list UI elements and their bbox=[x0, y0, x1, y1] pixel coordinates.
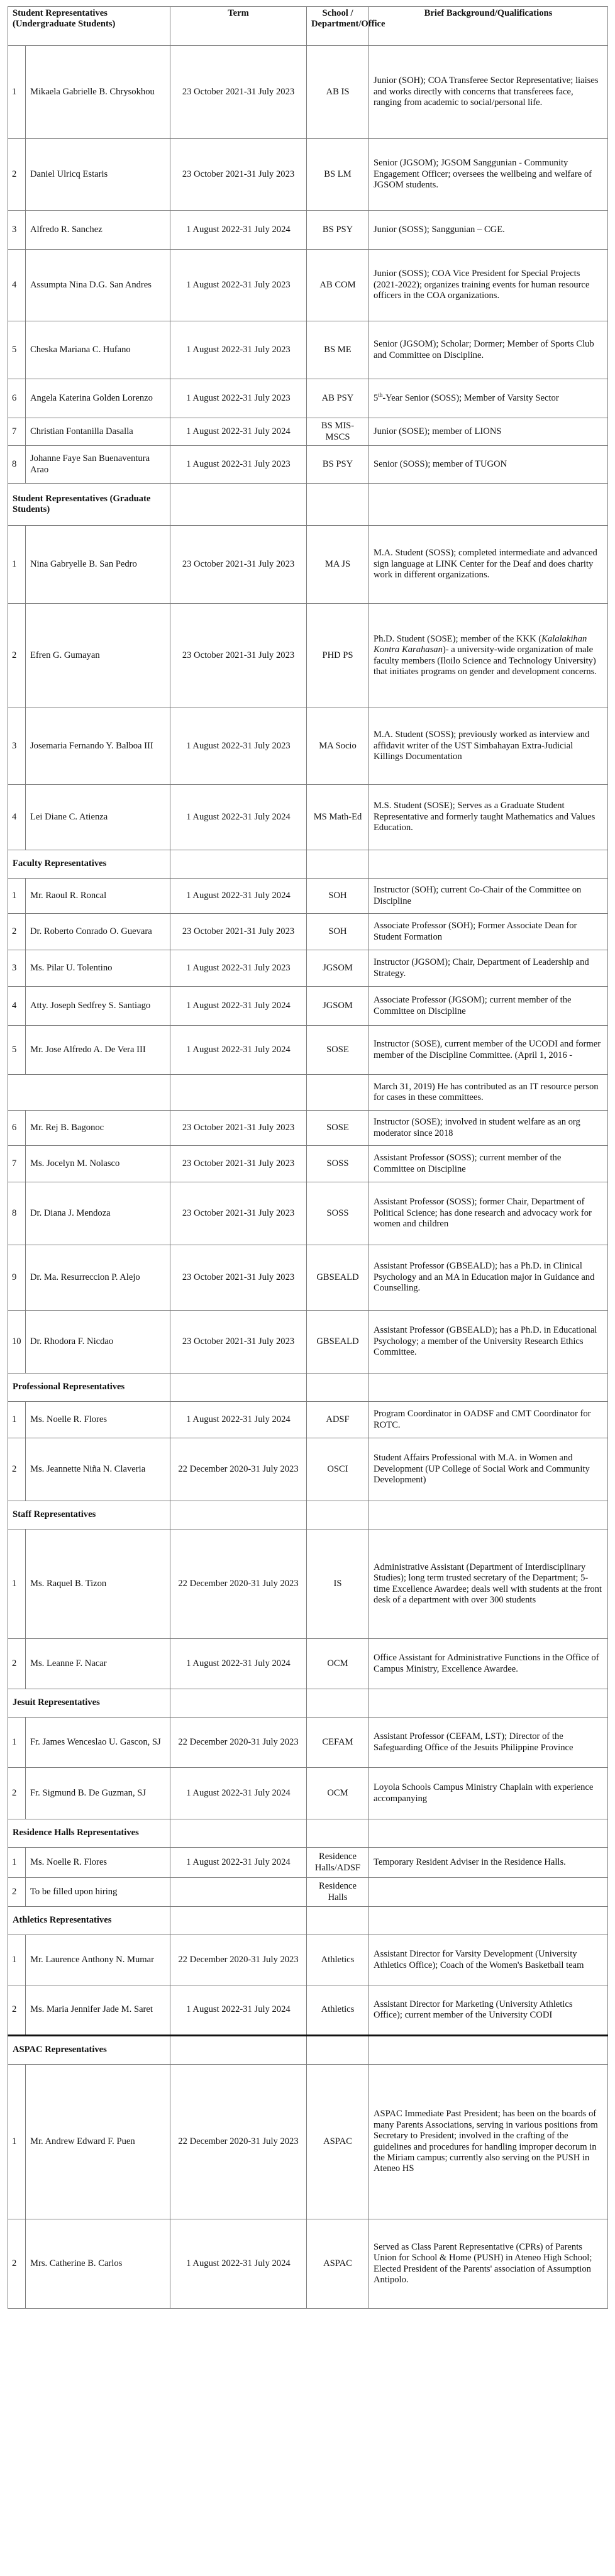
school-office: PHD PS bbox=[307, 604, 369, 708]
table-row bbox=[8, 914, 608, 950]
table-row bbox=[8, 250, 608, 321]
table-header-row bbox=[8, 7, 608, 46]
background-qualifications bbox=[369, 379, 608, 418]
term-dates: 22 December 2020-31 July 2023 bbox=[170, 2065, 307, 2219]
background-qualifications: Served as Class Parent Representative (CPRs) of Parents Union for School & Home (PUSH) in Ateneo High School; Elected President of the Parents' association of Assumption Antipolo. bbox=[369, 2219, 608, 2309]
row-number: 1 bbox=[8, 1718, 26, 1768]
section-header-row bbox=[8, 1501, 608, 1530]
representative-name: Mr. Andrew Edward F. Puen bbox=[26, 2065, 170, 2219]
representative-name: Fr. Sigmund B. De Guzman, SJ bbox=[26, 1768, 170, 1819]
representative-name: Angela Katerina Golden Lorenzo bbox=[26, 379, 170, 418]
representative-name: Mikaela Gabrielle B. Chrysokhou bbox=[26, 46, 170, 139]
table-row bbox=[8, 526, 608, 604]
empty-cell bbox=[369, 1819, 608, 1848]
representative-name: Dr. Rhodora F. Nicdao bbox=[26, 1311, 170, 1374]
empty-cell bbox=[307, 2036, 369, 2065]
header-unit: School / Department/Office bbox=[307, 7, 369, 46]
background-qualifications bbox=[369, 604, 608, 708]
school-office: BS PSY bbox=[307, 446, 369, 484]
table-row bbox=[8, 879, 608, 914]
school-office: BS ME bbox=[307, 321, 369, 379]
section-title: Residence Halls Representatives bbox=[8, 1819, 170, 1848]
background-qualifications: Instructor (SOSE), current member of the UCODI and former member of the Discipline Committee. (April 1, 2016 - bbox=[369, 1026, 608, 1075]
representative-name: Mr. Laurence Anthony N. Mumar bbox=[26, 1935, 170, 1985]
representative-name: Efren G. Gumayan bbox=[26, 604, 170, 708]
representative-name: Mr. Jose Alfredo A. De Vera III bbox=[26, 1026, 170, 1075]
school-office: Athletics bbox=[307, 1935, 369, 1985]
background-qualifications: Assistant Professor (GBSEALD); has a Ph.D. in Clinical Psychology and an MA in Education major in Guidance and Counselling. bbox=[369, 1245, 608, 1311]
table-row bbox=[8, 1182, 608, 1245]
term-dates: 23 October 2021-31 July 2023 bbox=[170, 139, 307, 211]
background-qualifications: Assistant Professor (SOSS); current member of the Committee on Discipline bbox=[369, 1146, 608, 1182]
row-number: 1 bbox=[8, 1402, 26, 1438]
table-row bbox=[8, 211, 608, 250]
continuation-row bbox=[8, 1075, 608, 1111]
representative-name: Dr. Diana J. Mendoza bbox=[26, 1182, 170, 1245]
empty-cell bbox=[170, 2036, 307, 2065]
empty-cell bbox=[170, 1689, 307, 1718]
term-dates: 1 August 2022-31 July 2024 bbox=[170, 987, 307, 1026]
section-header-row bbox=[8, 1689, 608, 1718]
background-qualifications: Junior (SOSS); COA Vice President for Special Projects (2021-2022); organizes training events for human resource officers in the COA organizations. bbox=[369, 250, 608, 321]
term-dates: 1 August 2022-31 July 2023 bbox=[170, 950, 307, 987]
row-number: 1 bbox=[8, 46, 26, 139]
background-qualifications: M.A. Student (SOSS); previously worked as interview and affidavit writer of the UST Simbahayan Extra-Judicial Killings Documentation bbox=[369, 708, 608, 785]
row-number: 8 bbox=[8, 446, 26, 484]
row-number: 5 bbox=[8, 321, 26, 379]
representative-name: Mr. Rej B. Bagonoc bbox=[26, 1111, 170, 1146]
school-office: GBSEALD bbox=[307, 1311, 369, 1374]
term-dates: 1 August 2022-31 July 2024 bbox=[170, 2219, 307, 2309]
row-number: 1 bbox=[8, 2065, 26, 2219]
term-dates: 1 August 2022-31 July 2024 bbox=[170, 1985, 307, 2036]
term-dates: 23 October 2021-31 July 2023 bbox=[170, 526, 307, 604]
row-number: 1 bbox=[8, 526, 26, 604]
empty-cell bbox=[170, 484, 307, 526]
representative-name: Ms. Noelle R. Flores bbox=[26, 1402, 170, 1438]
representative-name: Alfredo R. Sanchez bbox=[26, 211, 170, 250]
table-row bbox=[8, 1146, 608, 1182]
row-number: 1 bbox=[8, 1530, 26, 1639]
empty-cell bbox=[170, 1819, 307, 1848]
representative-name: Ms. Noelle R. Flores bbox=[26, 1848, 170, 1878]
school-office: SOSS bbox=[307, 1146, 369, 1182]
school-office: SOSS bbox=[307, 1182, 369, 1245]
row-number: 2 bbox=[8, 914, 26, 950]
table-row bbox=[8, 1768, 608, 1819]
term-dates: 23 October 2021-31 July 2023 bbox=[170, 46, 307, 139]
background-qualifications: Program Coordinator in OADSF and CMT Coordinator for ROTC. bbox=[369, 1402, 608, 1438]
table-row bbox=[8, 785, 608, 850]
school-office: OCM bbox=[307, 1639, 369, 1689]
empty-cell bbox=[369, 850, 608, 879]
empty-cell bbox=[307, 1501, 369, 1530]
row-number: 10 bbox=[8, 1311, 26, 1374]
term-dates: 22 December 2020-31 July 2023 bbox=[170, 1935, 307, 1985]
term-dates: 23 October 2021-31 July 2023 bbox=[170, 1111, 307, 1146]
term-dates: 1 August 2022-31 July 2024 bbox=[170, 1026, 307, 1075]
row-number: 5 bbox=[8, 1026, 26, 1075]
school-office: MS Math-Ed bbox=[307, 785, 369, 850]
empty-cell bbox=[170, 1374, 307, 1402]
term-dates: 1 August 2022-31 July 2024 bbox=[170, 418, 307, 446]
table-row bbox=[8, 379, 608, 418]
term-dates: 23 October 2021-31 July 2023 bbox=[170, 1182, 307, 1245]
table-row bbox=[8, 1985, 608, 2036]
empty-cell bbox=[170, 1075, 307, 1111]
table-row bbox=[8, 418, 608, 446]
organization-name: Kalalakihan Kontra Karahasan bbox=[374, 633, 587, 655]
table-row bbox=[8, 1935, 608, 1985]
school-office: SOSE bbox=[307, 1111, 369, 1146]
background-continuation: March 31, 2019) He has contributed as an IT resource person for cases in these committees. bbox=[369, 1075, 608, 1111]
background-qualifications: Assistant Director for Varsity Development (University Athletics Office); Coach of the Women's Basketball team bbox=[369, 1935, 608, 1985]
section-header-row bbox=[8, 484, 608, 526]
row-number: 3 bbox=[8, 211, 26, 250]
school-office: ASPAC bbox=[307, 2219, 369, 2309]
row-number: 8 bbox=[8, 1182, 26, 1245]
empty-cell bbox=[307, 1907, 369, 1935]
table-row bbox=[8, 1848, 608, 1878]
background-qualifications: Senior (SOSS); member of TUGON bbox=[369, 446, 608, 484]
empty-cell bbox=[307, 1689, 369, 1718]
row-number: 4 bbox=[8, 987, 26, 1026]
table-row bbox=[8, 604, 608, 708]
background-qualifications: Instructor (SOSE); involved in student welfare as an org moderator since 2018 bbox=[369, 1111, 608, 1146]
background-qualifications: M.A. Student (SOSS); completed intermediate and advanced sign language at LINK Center for the Deaf and does charity work in different organizations. bbox=[369, 526, 608, 604]
background-qualifications: Assistant Professor (SOSS); former Chair, Department of Political Science; has done research and advocacy work for women and children bbox=[369, 1182, 608, 1245]
section-header-row bbox=[8, 1907, 608, 1935]
section-title: Athletics Representatives bbox=[8, 1907, 170, 1935]
table-row bbox=[8, 446, 608, 484]
background-qualifications: Assistant Professor (CEFAM, LST); Director of the Safeguarding Office of the Jesuits Philippine Province bbox=[369, 1718, 608, 1768]
row-number: 4 bbox=[8, 785, 26, 850]
table-row bbox=[8, 1402, 608, 1438]
header-background: Brief Background/Qualifications bbox=[369, 7, 608, 46]
term-dates: 1 August 2022-31 July 2024 bbox=[170, 1848, 307, 1878]
table-row bbox=[8, 2065, 608, 2219]
representative-name: Lei Diane C. Atienza bbox=[26, 785, 170, 850]
term-dates: 1 August 2022-31 July 2024 bbox=[170, 1639, 307, 1689]
term-dates: 1 August 2022-31 July 2023 bbox=[170, 250, 307, 321]
school-office: MA Socio bbox=[307, 708, 369, 785]
term-dates: 23 October 2021-31 July 2023 bbox=[170, 1245, 307, 1311]
empty-cell bbox=[369, 1907, 608, 1935]
section-title: Jesuit Representatives bbox=[8, 1689, 170, 1718]
school-office: SOSE bbox=[307, 1026, 369, 1075]
row-number: 2 bbox=[8, 1768, 26, 1819]
row-number: 2 bbox=[8, 139, 26, 211]
term-dates: 23 October 2021-31 July 2023 bbox=[170, 604, 307, 708]
representative-name: Ms. Leanne F. Nacar bbox=[26, 1639, 170, 1689]
row-number: 2 bbox=[8, 1985, 26, 2036]
background-qualifications: ASPAC Immediate Past President; has been on the boards of many Parents Associations, serving in various positions from Secretary to President; involved in the crafting of the guidelines and procedures for handling improper decorum in the Miriam campus; currently also serving on the PUSH in Ateneo HS bbox=[369, 2065, 608, 2219]
table-row bbox=[8, 1311, 608, 1374]
background-text-end: )- a university-wide organization of male faculty members (Iloilo Science and Technology University) that initiates programs on gender and development concerns. bbox=[374, 645, 597, 677]
row-number: 3 bbox=[8, 950, 26, 987]
term-dates: 23 October 2021-31 July 2023 bbox=[170, 1146, 307, 1182]
representative-name: Cheska Mariana C. Hufano bbox=[26, 321, 170, 379]
school-office: AB PSY bbox=[307, 379, 369, 418]
term-dates: 22 December 2020-31 July 2023 bbox=[170, 1530, 307, 1639]
representative-name: Daniel Ulricq Estaris bbox=[26, 139, 170, 211]
representative-name: Ms. Maria Jennifer Jade M. Saret bbox=[26, 1985, 170, 2036]
row-number: 9 bbox=[8, 1245, 26, 1311]
background-qualifications: Junior (SOSS); Sanggunian – CGE. bbox=[369, 211, 608, 250]
row-number: 1 bbox=[8, 1848, 26, 1878]
section-title: Faculty Representatives bbox=[8, 850, 170, 879]
document-page bbox=[8, 6, 607, 2309]
term-dates: 1 August 2022-31 July 2024 bbox=[170, 1402, 307, 1438]
term-dates: 23 October 2021-31 July 2023 bbox=[170, 1311, 307, 1374]
school-office: OSCI bbox=[307, 1438, 369, 1501]
row-number: 2 bbox=[8, 1438, 26, 1501]
row-number: 2 bbox=[8, 1639, 26, 1689]
school-office: SOH bbox=[307, 879, 369, 914]
empty-cell bbox=[170, 1501, 307, 1530]
background-qualifications: Student Affairs Professional with M.A. in Women and Development (UP College of Social Work and Community Development) bbox=[369, 1438, 608, 1501]
school-office: Residence Halls bbox=[307, 1878, 369, 1907]
header-group: Student Representatives (Undergraduate Students) bbox=[8, 7, 170, 46]
school-office: GBSEALD bbox=[307, 1245, 369, 1311]
background-text: 5th-Year Senior (SOSS); Member of Varsity Sector bbox=[374, 391, 559, 403]
term-dates: 1 August 2022-31 July 2023 bbox=[170, 708, 307, 785]
table-row bbox=[8, 2219, 608, 2309]
row-number: 2 bbox=[8, 2219, 26, 2309]
row-number: 2 bbox=[8, 1878, 26, 1907]
school-office: JGSOM bbox=[307, 987, 369, 1026]
table-row bbox=[8, 1878, 608, 1907]
background-qualifications: Senior (JGSOM); Scholar; Dormer; Member of Sports Club and Committee on Discipline. bbox=[369, 321, 608, 379]
school-office: BS PSY bbox=[307, 211, 369, 250]
empty-cell bbox=[8, 1075, 170, 1111]
table-row bbox=[8, 1245, 608, 1311]
term-dates: 1 August 2022-31 July 2024 bbox=[170, 1768, 307, 1819]
section-title: Professional Representatives bbox=[8, 1374, 170, 1402]
representative-name: Dr. Roberto Conrado O. Guevara bbox=[26, 914, 170, 950]
representative-name: Christian Fontanilla Dasalla bbox=[26, 418, 170, 446]
term-dates: 1 August 2022-31 July 2023 bbox=[170, 321, 307, 379]
row-number: 3 bbox=[8, 708, 26, 785]
term-dates: 1 August 2022-31 July 2024 bbox=[170, 879, 307, 914]
representative-name: Ms. Jocelyn M. Nolasco bbox=[26, 1146, 170, 1182]
table-row bbox=[8, 321, 608, 379]
row-number: 2 bbox=[8, 604, 26, 708]
header-term: Term bbox=[170, 7, 307, 46]
school-office: Residence Halls/ADSF bbox=[307, 1848, 369, 1878]
representative-name: Assumpta Nina D.G. San Andres bbox=[26, 250, 170, 321]
school-office: JGSOM bbox=[307, 950, 369, 987]
table-row bbox=[8, 1438, 608, 1501]
representative-name: Nina Gabryelle B. San Pedro bbox=[26, 526, 170, 604]
background-qualifications: M.S. Student (SOSE); Serves as a Graduate Student Representative and formerly taught Mathematics and Values Education. bbox=[369, 785, 608, 850]
term-dates: 23 October 2021-31 July 2023 bbox=[170, 914, 307, 950]
representative-name: Mrs. Catherine B. Carlos bbox=[26, 2219, 170, 2309]
empty-cell bbox=[369, 1689, 608, 1718]
row-number: 7 bbox=[8, 418, 26, 446]
section-title: ASPAC Representatives bbox=[8, 2036, 170, 2065]
background-qualifications: Associate Professor (JGSOM); current member of the Committee on Discipline bbox=[369, 987, 608, 1026]
school-office: BS MIS-MSCS bbox=[307, 418, 369, 446]
table-body bbox=[8, 46, 608, 2309]
row-number: 6 bbox=[8, 379, 26, 418]
row-number: 4 bbox=[8, 250, 26, 321]
representative-name: Fr. James Wenceslao U. Gascon, SJ bbox=[26, 1718, 170, 1768]
term-dates: 1 August 2022-31 July 2023 bbox=[170, 379, 307, 418]
section-title: Student Representatives (Graduate Students) bbox=[8, 484, 170, 526]
table-row bbox=[8, 1639, 608, 1689]
school-office: Athletics bbox=[307, 1985, 369, 2036]
table-row bbox=[8, 950, 608, 987]
background-qualifications: Loyola Schools Campus Ministry Chaplain with experience accompanying bbox=[369, 1768, 608, 1819]
term-dates: 22 December 2020-31 July 2023 bbox=[170, 1438, 307, 1501]
empty-cell bbox=[170, 1907, 307, 1935]
empty-cell bbox=[369, 484, 608, 526]
school-office: OCM bbox=[307, 1768, 369, 1819]
table-row bbox=[8, 1530, 608, 1639]
representative-name: Ms. Pilar U. Tolentino bbox=[26, 950, 170, 987]
row-number: 7 bbox=[8, 1146, 26, 1182]
empty-cell bbox=[170, 850, 307, 879]
term-dates: 1 August 2022-31 July 2023 bbox=[170, 446, 307, 484]
school-office: ADSF bbox=[307, 1402, 369, 1438]
empty-cell bbox=[369, 1501, 608, 1530]
term-dates: 22 December 2020-31 July 2023 bbox=[170, 1718, 307, 1768]
background-qualifications: Office Assistant for Administrative Functions in the Office of Campus Ministry, Excellence Awardee. bbox=[369, 1639, 608, 1689]
background-qualifications: Junior (SOH); COA Transferee Sector Representative; liaises and works directly with concerns that transferees face, ranging from academic to social/personal life. bbox=[369, 46, 608, 139]
representative-name: To be filled upon hiring bbox=[26, 1878, 170, 1907]
section-title: Staff Representatives bbox=[8, 1501, 170, 1530]
table-row bbox=[8, 1718, 608, 1768]
school-office: MA JS bbox=[307, 526, 369, 604]
empty-cell bbox=[369, 2036, 608, 2065]
background-qualifications: Assistant Professor (GBSEALD); has a Ph.D. in Educational Psychology; a member of the University Research Ethics Committee. bbox=[369, 1311, 608, 1374]
background-qualifications: Associate Professor (SOH); Former Associate Dean for Student Formation bbox=[369, 914, 608, 950]
background-qualifications: Senior (JGSOM); JGSOM Sanggunian - Community Engagement Officer; oversees the wellbeing and welfare of JGSOM students. bbox=[369, 139, 608, 211]
school-office: CEFAM bbox=[307, 1718, 369, 1768]
row-number: 6 bbox=[8, 1111, 26, 1146]
school-office: SOH bbox=[307, 914, 369, 950]
table-row bbox=[8, 139, 608, 211]
empty-cell bbox=[307, 484, 369, 526]
school-office: AB IS bbox=[307, 46, 369, 139]
background-qualifications: Instructor (SOH); current Co-Chair of the Committee on Discipline bbox=[369, 879, 608, 914]
table-row bbox=[8, 987, 608, 1026]
section-header-row bbox=[8, 850, 608, 879]
empty-cell bbox=[307, 850, 369, 879]
background-qualifications: Temporary Resident Adviser in the Residence Halls. bbox=[369, 1848, 608, 1878]
table-row bbox=[8, 46, 608, 139]
section-header-row bbox=[8, 1374, 608, 1402]
background-qualifications: Administrative Assistant (Department of Interdisciplinary Studies); long term trusted secretary of the Department; 5-time Excellence Awardee; deals well with students at the front desk of a department with over 300 students bbox=[369, 1530, 608, 1639]
term-dates: 1 August 2022-31 July 2024 bbox=[170, 211, 307, 250]
school-office: BS LM bbox=[307, 139, 369, 211]
representative-name: Atty. Joseph Sedfrey S. Santiago bbox=[26, 987, 170, 1026]
representative-name: Ms. Jeannette Niña N. Claveria bbox=[26, 1438, 170, 1501]
representative-name: Josemaria Fernando Y. Balboa III bbox=[26, 708, 170, 785]
school-office: ASPAC bbox=[307, 2065, 369, 2219]
table-row bbox=[8, 1026, 608, 1075]
representative-name: Mr. Raoul R. Roncal bbox=[26, 879, 170, 914]
term-dates: 1 August 2022-31 July 2024 bbox=[170, 785, 307, 850]
school-office: AB COM bbox=[307, 250, 369, 321]
representative-name: Dr. Ma. Resurreccion P. Alejo bbox=[26, 1245, 170, 1311]
school-office: IS bbox=[307, 1530, 369, 1639]
representative-name: Johanne Faye San Buenaventura Arao bbox=[26, 446, 170, 484]
background-qualifications: Assistant Director for Marketing (University Athletics Office); current member of the University CODI bbox=[369, 1985, 608, 2036]
background-text-start: Ph.D. Student (SOSE); member of the KKK ( bbox=[374, 633, 542, 644]
background-qualifications: Instructor (JGSOM); Chair, Department of Leadership and Strategy. bbox=[369, 950, 608, 987]
empty-cell bbox=[307, 1075, 369, 1111]
term-dates bbox=[170, 1878, 307, 1907]
background-qualifications: Junior (SOSE); member of LIONS bbox=[369, 418, 608, 446]
empty-cell bbox=[307, 1819, 369, 1848]
empty-cell bbox=[307, 1374, 369, 1402]
section-header-row bbox=[8, 2036, 608, 2065]
table-row bbox=[8, 708, 608, 785]
row-number: 1 bbox=[8, 1935, 26, 1985]
empty-cell bbox=[369, 1374, 608, 1402]
row-number: 1 bbox=[8, 879, 26, 914]
table-row bbox=[8, 1111, 608, 1146]
section-header-row bbox=[8, 1819, 608, 1848]
representative-name: Ms. Raquel B. Tizon bbox=[26, 1530, 170, 1639]
background-qualifications bbox=[369, 1878, 608, 1907]
representatives-table bbox=[8, 6, 608, 2309]
